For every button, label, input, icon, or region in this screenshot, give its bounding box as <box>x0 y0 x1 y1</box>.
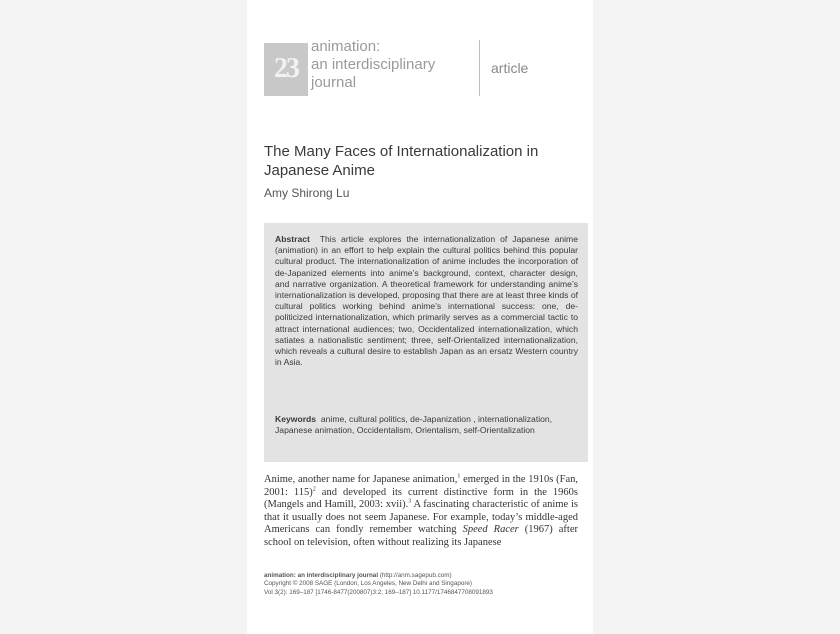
abstract-text: This article explores the internationalization of Japanese anime (animation) in an effort to help explain the cultural politics behind this popular cultural product. The internationalization of anime includes the incorporation of de-Japanized elements into anime’s background, context, character design, and narrative organization. A theoretical framework for understanding anime’s internationalization is developed, proposing that there are at least three kinds of cultural politics working behind anime’s international success: one, de-politicized internationalization, which primarily serves as a commercial tactic to attract international audiences; two, Occidentalized internationalization, which satiates a nationalistic sentiment; three, self-Orientalized internationalization, which reveals a cultural desire to establish Japan as an ersatz Western country in Asia. <box>275 234 578 368</box>
body-paragraph <box>264 474 578 550</box>
journal-name-line: an interdisciplinary <box>311 56 436 73</box>
journal-name-line: animation: <box>311 38 381 55</box>
journal-name <box>311 38 435 92</box>
footnote-marker: 3 <box>408 498 412 505</box>
abstract-label: Abstract <box>275 234 310 244</box>
footnote-marker: 2 <box>312 486 316 493</box>
footer-url: (http://anm.sagepub.com) <box>379 572 452 579</box>
document-page <box>247 0 593 634</box>
keywords-label: Keywords <box>275 414 317 424</box>
article-title-line: The Many Faces of Internationalization in <box>264 143 539 160</box>
article-type-label: article <box>491 60 529 76</box>
footer-citation: Vol 3(2): 169–187 [1746-8477(200807)3:2; 169–187] 10.1177/1746847708091893 <box>264 588 493 596</box>
journal-name-line: journal <box>311 74 357 91</box>
article-title-line: Japanese Anime <box>264 162 375 179</box>
abstract-box <box>264 223 588 462</box>
footer-journal-name: animation: an interdisciplinary journal <box>264 572 379 579</box>
header-divider <box>479 40 480 96</box>
body-text-segment: emerged in the 1910s (Fan, 2001: 115) <box>264 474 578 498</box>
footer <box>264 572 584 597</box>
journal-logo-number: 23 <box>274 53 298 84</box>
author-name: Amy Shirong Lu <box>264 186 350 200</box>
body-text-segment: Anime, another name for Japanese animation, <box>264 474 458 485</box>
journal-logo <box>264 43 308 96</box>
article-title <box>264 142 584 180</box>
body-text-segment: and developed its current distinctive form in the 1960s (Mangels and Hamill, 2003: xvii). <box>264 486 578 511</box>
abstract <box>275 234 578 368</box>
keywords <box>275 414 578 436</box>
left-background <box>0 0 247 634</box>
body-text-segment: A fascinating characteristic of anime is that it usually does not seem Japanese. For example, today’s middle-aged Americans can fondly remember watching <box>264 499 578 536</box>
footer-copyright: Copyright © 2008 SAGE (London, Los Angeles, New Delhi and Singapore) <box>264 580 473 588</box>
right-background <box>593 0 840 634</box>
keywords-text: anime, cultural politics, de-Japanization , internationalization, Japanese animation, Occidentalism, Orientalism, self-Orientalization <box>275 414 553 436</box>
footnote-marker: 1 <box>457 473 461 480</box>
show-title: Speed Racer <box>462 524 519 536</box>
body-text-segment: (1967) after school on television, often without realizing its Japanese <box>264 524 578 548</box>
